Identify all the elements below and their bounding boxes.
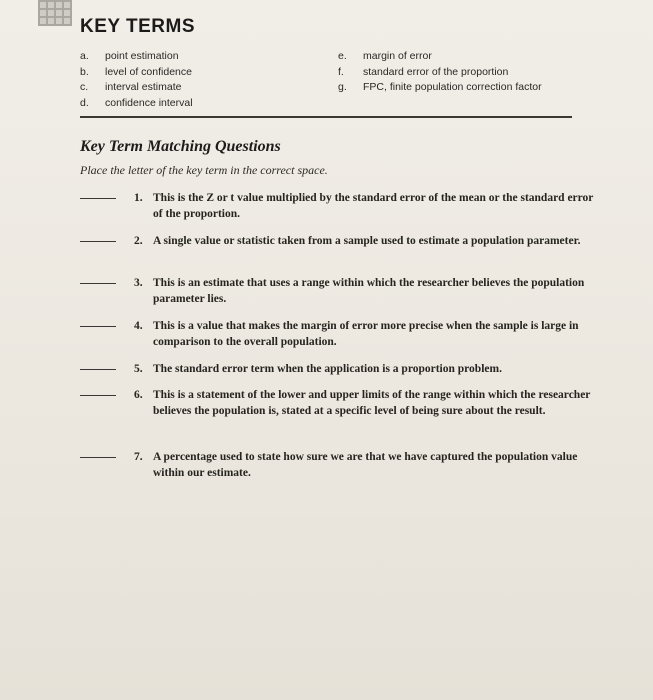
answer-blank[interactable] <box>80 241 116 242</box>
page-title: KEY TERMS <box>80 16 196 37</box>
worksheet-page: KEY TERMS a. point estimation b. level of confidence c. interval estimate d. confidence interval e. margin of error f. standard error of the proportion g. FPC, finite population correction factor Key Term Matching Questions Place the letter of the key term in the correct space. 1. This is the Z or t value multiplied by the standard error of the mean or the standard error of the proportion. 2. A single value or statistic taken from a sample used to estimate a population parameter. 3. This is an estimate that uses a range within which the researcher believes the population parameter lies. 4. This is a value that makes the margin of error more precise when the sample is large in comparison to the overall population. 5. The standard error term when the application is a proportion problem. 6. This is a statement of the lower and upper limits of the range within which the researcher believes the population is, stated at a specific level of being sure about the result. 7. A percentage used to state how sure we are that we have captured the population value within our estimate. <box>0 0 653 700</box>
key-term-item: b. level of confidence <box>80 65 192 78</box>
key-term-item: e. margin of error <box>338 50 432 62</box>
answer-blank[interactable] <box>80 395 116 396</box>
answer-blank[interactable] <box>80 283 116 284</box>
key-term-item: g. FPC, finite population correction factor <box>338 81 542 93</box>
section-divider <box>80 116 572 118</box>
section-title: Key Term Matching Questions <box>80 138 281 155</box>
instructions: Place the letter of the key term in the correct space. <box>80 163 328 177</box>
key-term-item: f. standard error of the proportion <box>338 65 509 78</box>
key-term-item: a. point estimation <box>80 50 179 62</box>
answer-blank[interactable] <box>80 457 116 458</box>
key-term-item: d. confidence interval <box>80 96 193 109</box>
answer-blank[interactable] <box>80 198 116 199</box>
key-term-item: c. interval estimate <box>80 81 182 93</box>
corner-logo <box>38 0 72 26</box>
key-terms-left-column <box>80 50 193 112</box>
answer-blank[interactable] <box>80 326 116 327</box>
answer-blank[interactable] <box>80 369 116 370</box>
key-terms-right-column <box>338 50 542 97</box>
